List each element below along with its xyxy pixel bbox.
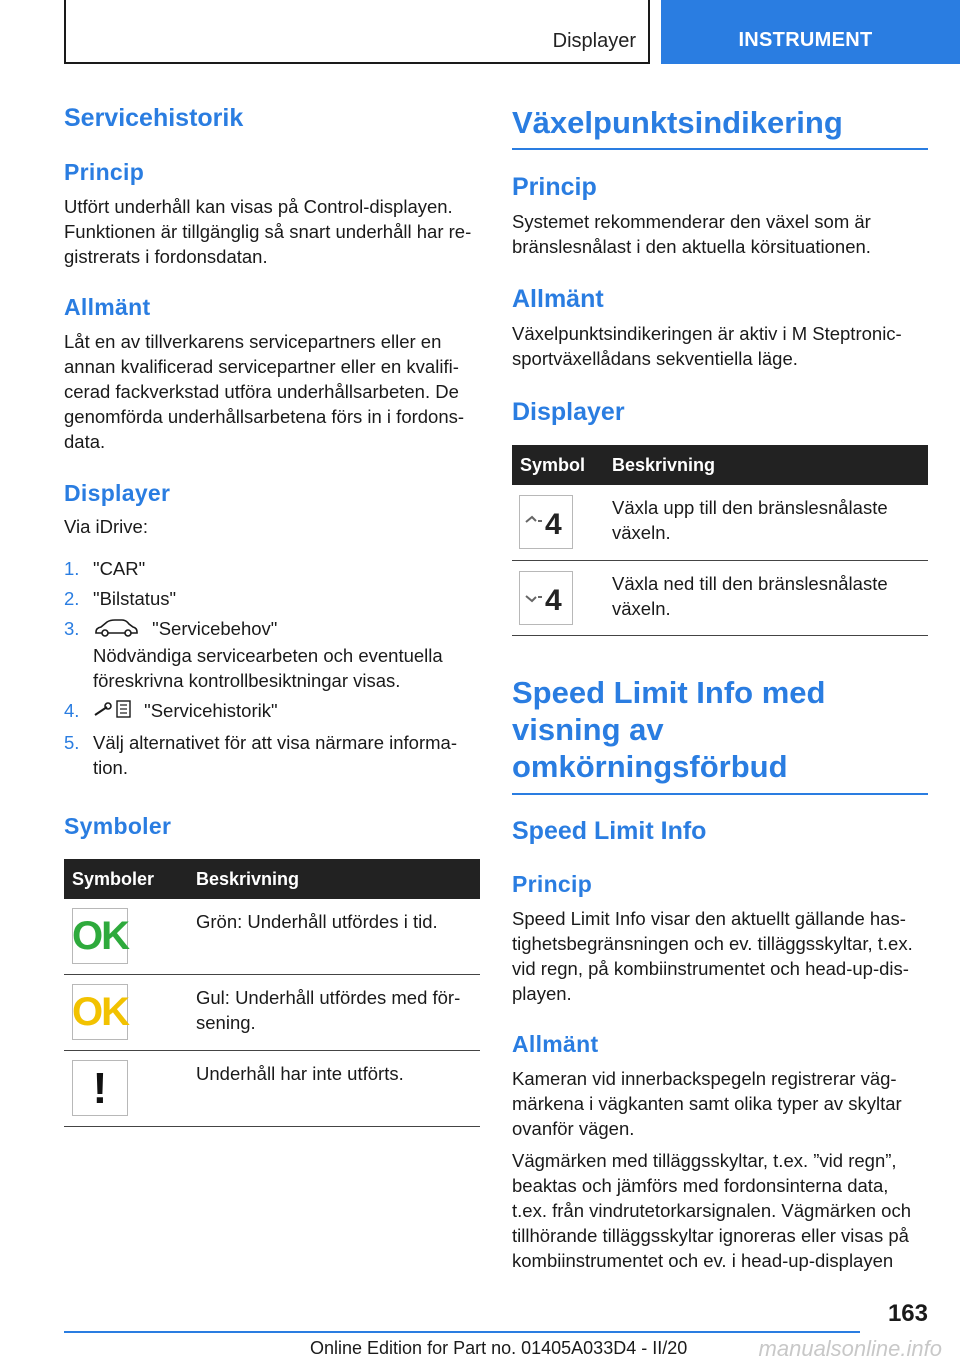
step-text: "Bilstatus" <box>93 588 177 609</box>
car-icon <box>93 618 139 643</box>
symboler-heading: Symboler <box>64 813 172 839</box>
table-cell-desc: Växla upp till den bränslesnålaste växeln. <box>604 485 928 560</box>
edition-text: Online Edition for Part no. 01405A033D4 - II/20 <box>310 1338 688 1358</box>
princip-heading: Princip <box>512 173 597 201</box>
princip2-heading: Princip <box>512 871 593 897</box>
allmant-text: Växelpunktsindikeringen är aktiv i M Steptronic-sportväxellådans sekventiella läge. <box>512 323 902 369</box>
symboler-table-wrap <box>64 859 480 1127</box>
step-item <box>64 698 480 725</box>
step-number: 2. <box>64 588 80 609</box>
step-text: "Servicebehov" <box>152 618 278 639</box>
step-number: 5. <box>64 731 80 753</box>
table-row <box>512 485 928 560</box>
allmant2-heading: Allmänt <box>512 1031 599 1057</box>
table-row <box>64 899 480 975</box>
allmant-heading: Allmänt <box>64 294 151 320</box>
gear-table-wrap <box>512 445 928 636</box>
shift-down-icon <box>519 571 573 625</box>
table-row <box>64 1051 480 1127</box>
table-cell-desc: Gul: Underhåll utfördes med för-sening. <box>188 975 480 1051</box>
step-text: "Servicehistorik" <box>144 699 278 721</box>
table-row <box>64 975 480 1051</box>
table-header-symbol: Symbol <box>512 445 604 485</box>
princip-text: Systemet rekommenderar den växel som är bränslesnålast i den aktuella körsituationen. <box>512 211 871 257</box>
speed-limit-subtitle: Speed Limit Info <box>512 817 707 845</box>
displayer-heading: Displayer <box>64 480 171 506</box>
gear-table <box>512 445 928 636</box>
table-header-symboler: Symboler <box>64 859 188 899</box>
vaxelpunkt-title: Växelpunktsindikering <box>512 104 928 150</box>
step-item <box>64 556 480 581</box>
displayer-heading: Displayer <box>512 398 625 426</box>
header-section-label: Displayer <box>552 30 636 52</box>
idrive-steps <box>64 556 480 780</box>
step-item <box>64 616 480 643</box>
princip2-text: Speed Limit Info visar den aktuellt gällande has-tighetsbegränsningen och ev. tilläggsskyltar, t.ex. vid regn, på kombiinstrumentet och head-up-dis-playen. <box>512 908 913 1004</box>
table-cell-desc: Underhåll har inte utförts. <box>188 1051 480 1127</box>
footer-divider <box>64 1331 860 1333</box>
step-number: 4. <box>64 699 80 721</box>
princip-text: Utfört underhåll kan visas på Control-displayen. Funktionen är tillgänglig så snart underhåll har re-gistrerats i fordonsdatan. <box>64 196 472 267</box>
step-text: Välj alternativet för att visa närmare informa-tion. <box>93 731 457 778</box>
page-number: 163 <box>887 1300 928 1327</box>
step-number: 1. <box>64 558 80 579</box>
header-chapter-tab[interactable] <box>661 0 960 64</box>
table-header-beskrivning: Beskrivning <box>604 445 928 485</box>
gear-number: 4 <box>545 508 562 536</box>
allmant-text: Låt en av tillverkarens servicepartners eller en annan kvalificerad servicepartner eller en kvalifi-cerad fackverkstad utföra underhållsarbeten. De genomförda underhållsarbetena förs in i fordons-data. <box>64 331 465 452</box>
exclamation-icon <box>72 1060 128 1116</box>
gear-number: 4 <box>545 583 562 612</box>
step-sub-item <box>64 643 480 693</box>
servicehistorik-title: Servicehistorik <box>64 104 244 132</box>
table-row <box>512 560 928 635</box>
symboler-table <box>64 859 480 1127</box>
princip-heading: Princip <box>64 159 145 185</box>
header-chapter-label: INSTRUMENT <box>738 29 873 51</box>
allmant2-text-1: Kameran vid innerbackspegeln registrerar väg-märkena i vägkanten samt olika typer av skyltar ovanför vägen. <box>512 1068 902 1139</box>
idrive-intro: Via iDrive: <box>64 516 148 537</box>
ok-yellow-text: OK <box>72 989 128 1034</box>
ok-green-text: OK <box>72 913 128 958</box>
table-cell-desc: Grön: Underhåll utfördes i tid. <box>188 899 480 975</box>
watermark-text: manualsonline.info <box>758 1336 942 1361</box>
ok-green-icon <box>72 908 128 964</box>
allmant2-text-2: Vägmärken med tilläggsskyltar, t.ex. ”vid regn”, beaktas och jämförs med fordonsinterna data, t.ex. från vindrutetorkarsignalen. Vägmärken och tillhörande tilläggsskyltar ignoreras eller visas på kombiinstrumentet och ev. i head-up-displayen <box>512 1150 911 1271</box>
table-cell-desc: Växla ned till den bränslesnålaste växeln. <box>604 560 928 635</box>
exclamation-text: ! <box>92 1063 108 1113</box>
step-subtext: Nödvändiga servicearbeten och eventuella föreskrivna kontrollbesiktningar visas. <box>93 644 443 691</box>
step-item <box>64 586 480 611</box>
table-header-beskrivning: Beskrivning <box>188 859 480 899</box>
service-history-icon <box>93 699 133 725</box>
shift-up-icon <box>519 495 573 549</box>
step-number: 3. <box>64 618 80 639</box>
step-item <box>64 730 480 780</box>
ok-yellow-icon <box>72 984 128 1040</box>
speed-limit-title: Speed Limit Info med visning av omkörningsförbud <box>512 674 928 795</box>
allmant-heading: Allmänt <box>512 285 604 313</box>
step-text: "CAR" <box>93 558 146 579</box>
